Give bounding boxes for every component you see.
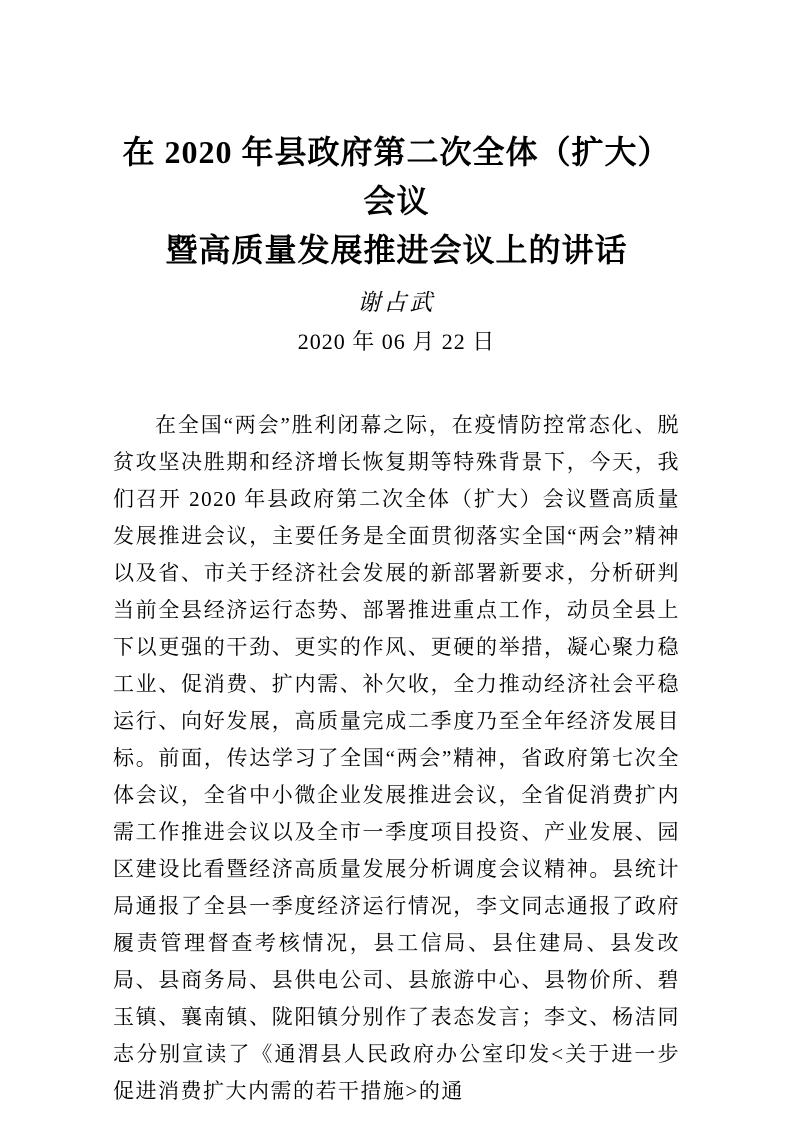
document-title	[113, 128, 680, 275]
author-name: 谢占武	[357, 290, 436, 315]
document-date: 2020 年 06 月 22 日	[297, 329, 496, 354]
title-line-1: 在 2020 年县政府第二次全体（扩大）会议	[122, 134, 671, 219]
title-line-2: 暨高质量发展推进会议上的讲话	[165, 232, 628, 268]
body-paragraph: 在全国“两会”胜利闭幕之际，在疫情防控常态化、脱贫攻坚决胜期和经济增长恢复期等特殊背景下，今天，我们召开 2020 年县政府第二次全体（扩大）会议暨高质量发展推进会议，主要任务是全面贯彻落实全国“两会”精神以及省、市关于经济社会发展的新部署新要求，分析研判当前全县经济运行态势、部署推进重点工作，动员全县上下以更强的干劲、更实的作风、更硬的举措，凝心聚力稳工业、促消费、扩内需、补欠收，全力推动经济社会平稳运行、向好发展，高质量完成二季度乃至全年经济发展目标。前面，传达学习了全国“两会”精神，省政府第七次全体会议，全省中小微企业发展推进会议，全省促消费扩内需工作推进会议以及全市一季度项目投资、产业发展、园区建设比看暨经济高质量发展分析调度会议精神。县统计局通报了全县一季度经济运行情况，李文同志通报了政府履责管理督查考核情况，县工信局、县住建局、县发改局、县商务局、县供电公司、县旅游中心、县物价所、碧玉镇、襄南镇、陇阳镇分别作了表态发言；李文、杨洁同志分别宣读了《通渭县人民政府办公室印发<关于进一步促进消费扩大内需的若干措施>的通	[113, 413, 680, 1103]
